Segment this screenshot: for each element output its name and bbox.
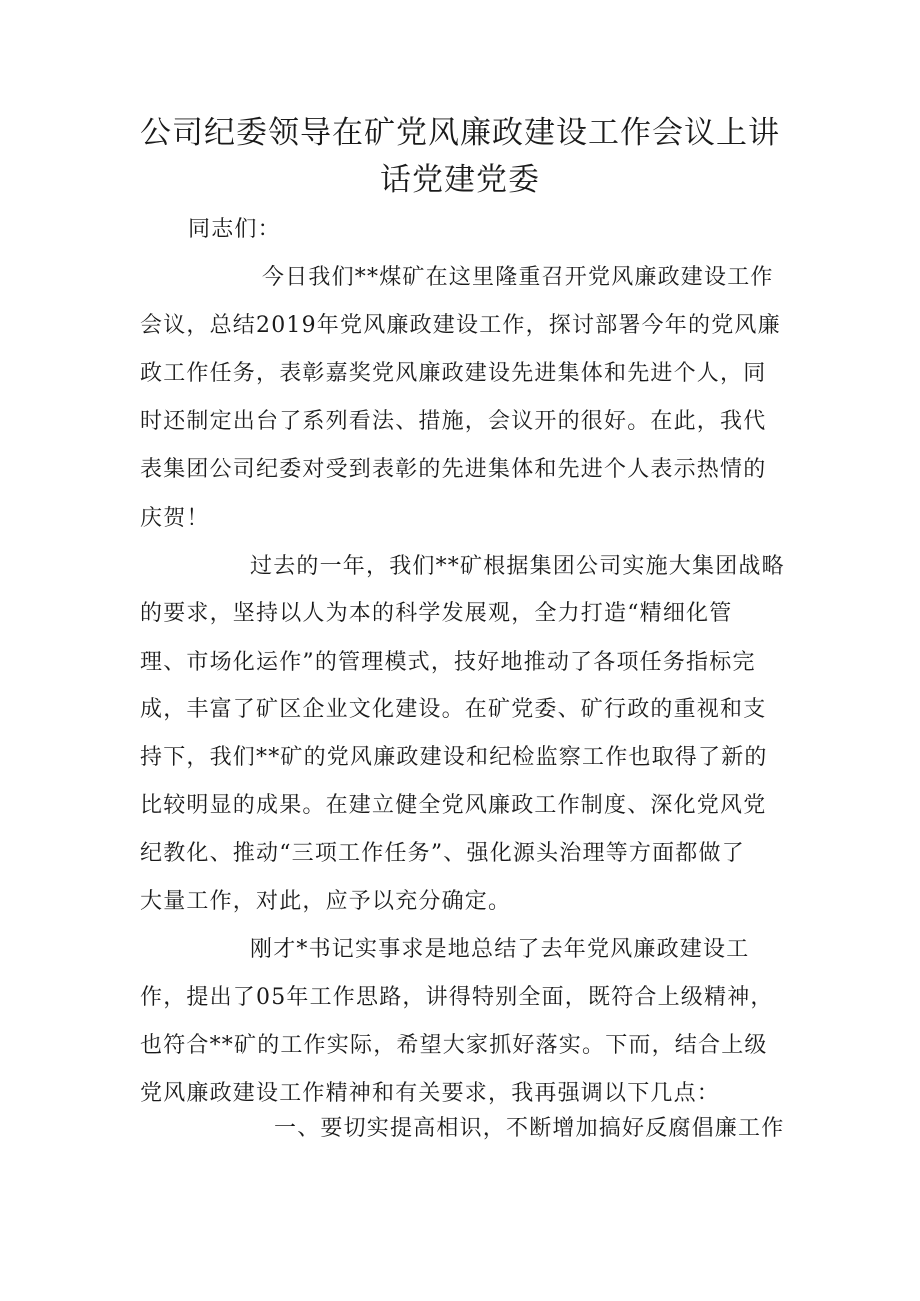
paragraph-2-line-5: 持下，我们**矿的党风廉政建设和纪检监察工作也取得了新的 [140,745,768,770]
paragraph-1-line-5: 表集团公司纪委对受到表彰的先进集体和先进个人表示热情的 [140,457,767,482]
paragraph-2-line-1: 过去的一年，我们**矿根据集团公司实施大集团战略 [250,554,785,579]
document-title-line-2: 话党建党委 [380,162,540,198]
paragraph-1-line-3: 政工作任务，表彰嘉奖党风廉政建设先进集体和先进个人，同 [140,361,767,386]
paragraph-3-line-4: 党风廉政建设工作精神和有关要求，我再强调以下几点： [140,1081,721,1106]
paragraph-1-line-6: 庆贺！ [140,506,210,531]
paragraph-2-line-2: 的要求，坚持以人为本的科学发展观，全力打造“精细化管 [140,601,733,626]
paragraph-2-line-7: 纪教化、推动“三项工作任务”、强化源头治理等方面都做了 [140,841,745,866]
paragraph-2-line-8: 大量工作，对此，应予以充分确定。 [140,889,512,914]
paragraph-1-line-1: 今日我们**煤矿在这里隆重召开党风廉政建设工作 [262,265,774,290]
paragraph-3-line-2: 作，提出了05年工作思路，讲得特别全面，既符合上级精神， [140,985,774,1010]
paragraph-2-line-3: 理、市场化运作”的管理模式，技好地推动了各项任务指标完 [140,650,756,675]
paragraph-2-line-6: 比较明显的成果。在建立健全党风廉政工作制度、深化党风党 [140,793,767,818]
salutation: 同志们： [188,217,281,242]
section-heading-1: 一、要切实提高相识，不断增加搞好反腐倡廉工作 [274,1116,785,1141]
paragraph-3-line-1: 刚才*书记实事求是地总结了去年党风廉政建设工 [250,937,750,962]
paragraph-3-line-3: 也符合**矿的工作实际，希望大家抓好落实。下而，结合上级 [140,1033,768,1058]
paragraph-2-line-4: 成，丰富了矿区企业文化建设。在矿党委、矿行政的重视和支 [140,697,767,722]
paragraph-1-line-2: 会议，总结2019年党风廉政建设工作，探讨部署今年的党风廉 [140,313,781,338]
paragraph-1-line-4: 时还制定出台了系列看法、措施，会议开的很好。在此，我代 [140,409,767,434]
document-title-line-1: 公司纪委领导在矿党风廉政建设工作会议上讲 [140,115,780,151]
